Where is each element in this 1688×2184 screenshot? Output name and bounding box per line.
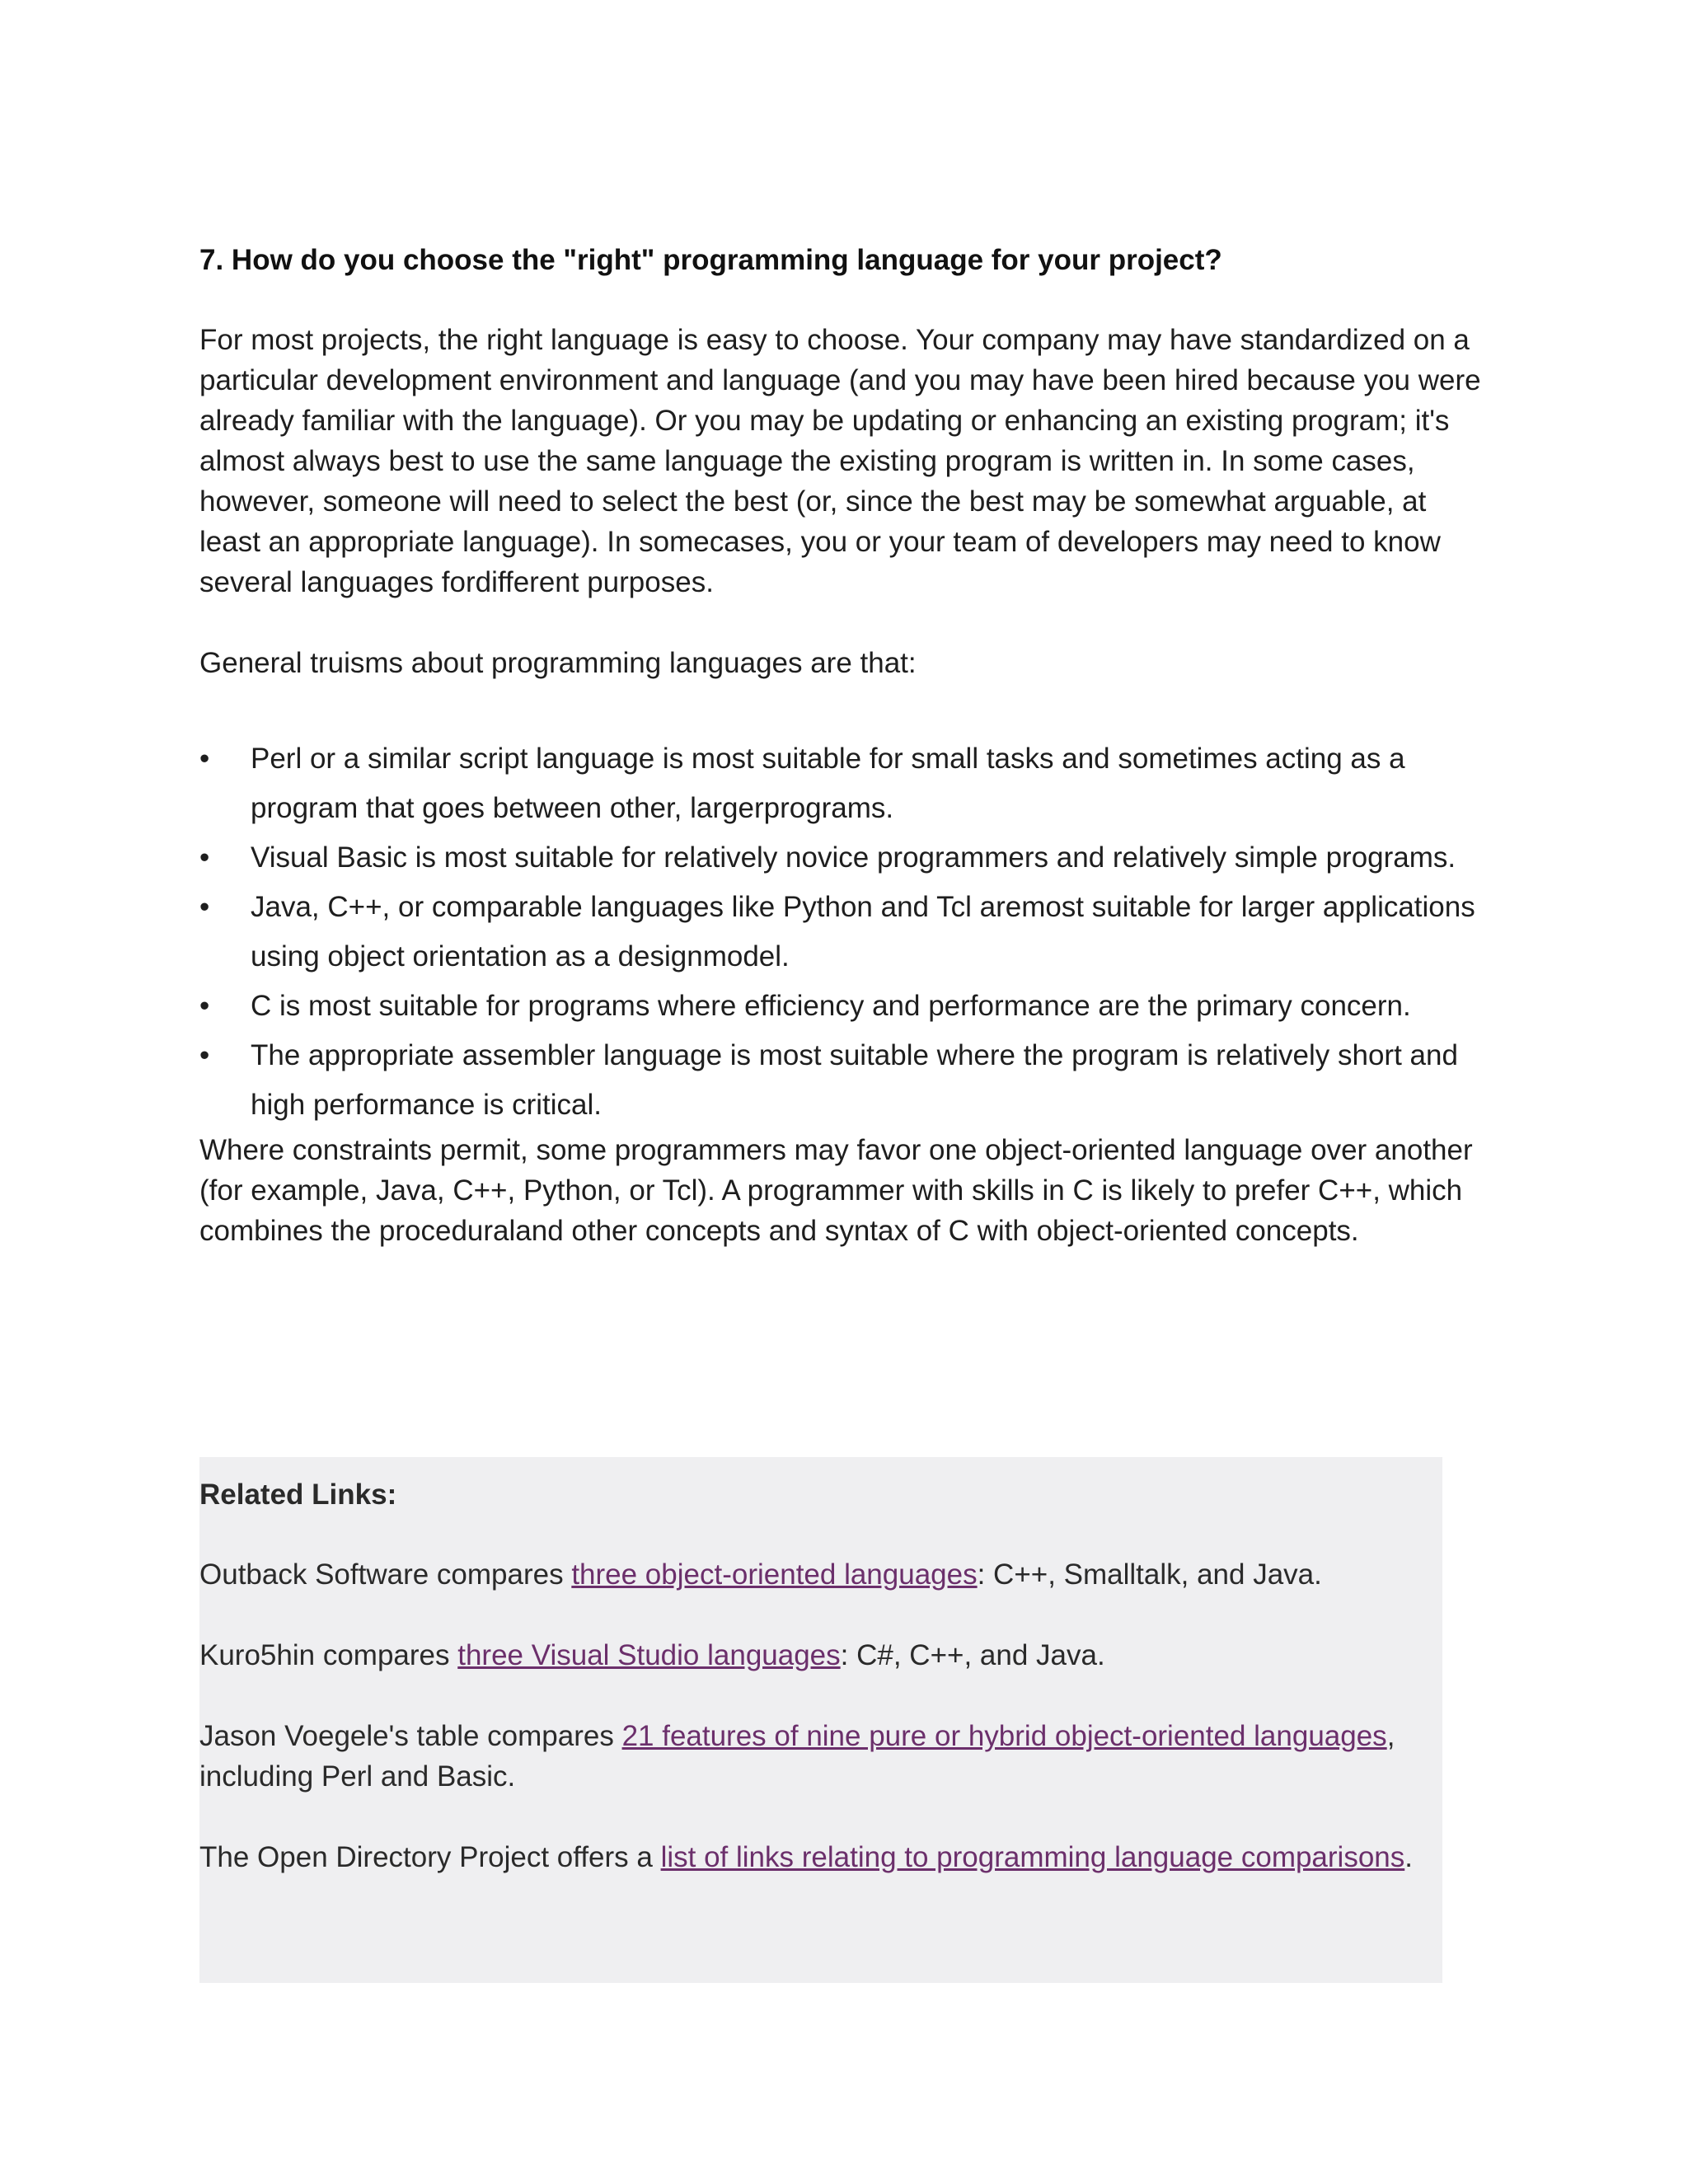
closing-paragraph: Where constraints permit, some programmers may favor one object-oriented language over another (for example, Java, C++, Python, or Tcl). A programmer with skills in C is likely to prefer C++, which combines the proceduraland other concepts and syntax of C with object-oriented concepts. [199,1134,1473,1247]
link-three-visual-studio-languages[interactable]: three Visual Studio languages [457,1639,841,1671]
list-item [199,982,1485,1031]
related-link-suffix: , including Perl and Basic. [199,1720,1395,1793]
section-heading: 7. How do you choose the "right" programming language for your project? [199,244,1222,276]
list-item [199,734,1485,833]
list-item-text: C is most suitable for programs where efficiency and performance are the primary concern. [251,990,1411,1022]
bullet-icon: • [199,891,210,923]
list-item-text: The appropriate assembler language is most suitable where the program is relatively short and high performance is critical. [251,1039,1458,1121]
related-link-item [199,1635,1442,1675]
related-link-item [199,1837,1442,1877]
list-spacer [199,683,1485,734]
related-link-item [199,1716,1442,1797]
bullet-icon: • [199,743,210,775]
truisms-intro: General truisms about programming languages are that: [199,647,917,679]
link-programming-language-comparisons[interactable]: list of links relating to programming language comparisons [660,1841,1405,1873]
truisms-list [199,734,1485,1130]
related-link-suffix: : C++, Smalltalk, and Java. [977,1558,1322,1591]
related-link-prefix: Jason Voegele's table compares [199,1720,622,1752]
related-links-box [199,1457,1442,1983]
bullet-icon: • [199,1039,210,1071]
list-item [199,833,1485,883]
list-item [199,883,1485,982]
related-link-prefix: Kuro5hin compares [199,1639,458,1671]
list-item-text: Visual Basic is most suitable for relatively novice programmers and relatively simple programs. [251,841,1456,874]
bullet-icon: • [199,841,210,874]
related-links-title: Related Links: [199,1479,397,1511]
list-item [199,1031,1485,1130]
link-three-object-oriented-languages[interactable]: three object-oriented languages [571,1558,978,1591]
link-21-features-comparison[interactable]: 21 features of nine pure or hybrid object-oriented languages [621,1720,1387,1752]
related-link-prefix: The Open Directory Project offers a [199,1841,661,1873]
intro-paragraph: For most projects, the right language is easy to choose. Your company may have standardized on a particular development environment and language (and you may have been hired because you were already familiar with the language). Or you may be updating or enhancing an existing program; it's almost always best to use the same language the existing program is written in. In some cases, however, someone will need to select the best (or, since the best may be somewhat arguable, at least an appropriate language). In somecases, you or your team of developers may need to know several languages fordifferent purposes. [199,324,1481,598]
related-link-prefix: Outback Software compares [199,1558,572,1591]
bullet-icon: • [199,990,210,1022]
related-link-suffix: : C#, C++, and Java. [840,1639,1105,1671]
document-body [199,239,1485,1291]
list-item-text: Java, C++, or comparable languages like Python and Tcl aremost suitable for larger applications using object orientation as a designmodel. [251,891,1475,972]
list-item-text: Perl or a similar script language is most suitable for small tasks and sometimes acting as a program that goes between other, largerprograms. [251,743,1405,824]
related-link-item [199,1554,1442,1595]
related-link-suffix: . [1404,1841,1413,1873]
